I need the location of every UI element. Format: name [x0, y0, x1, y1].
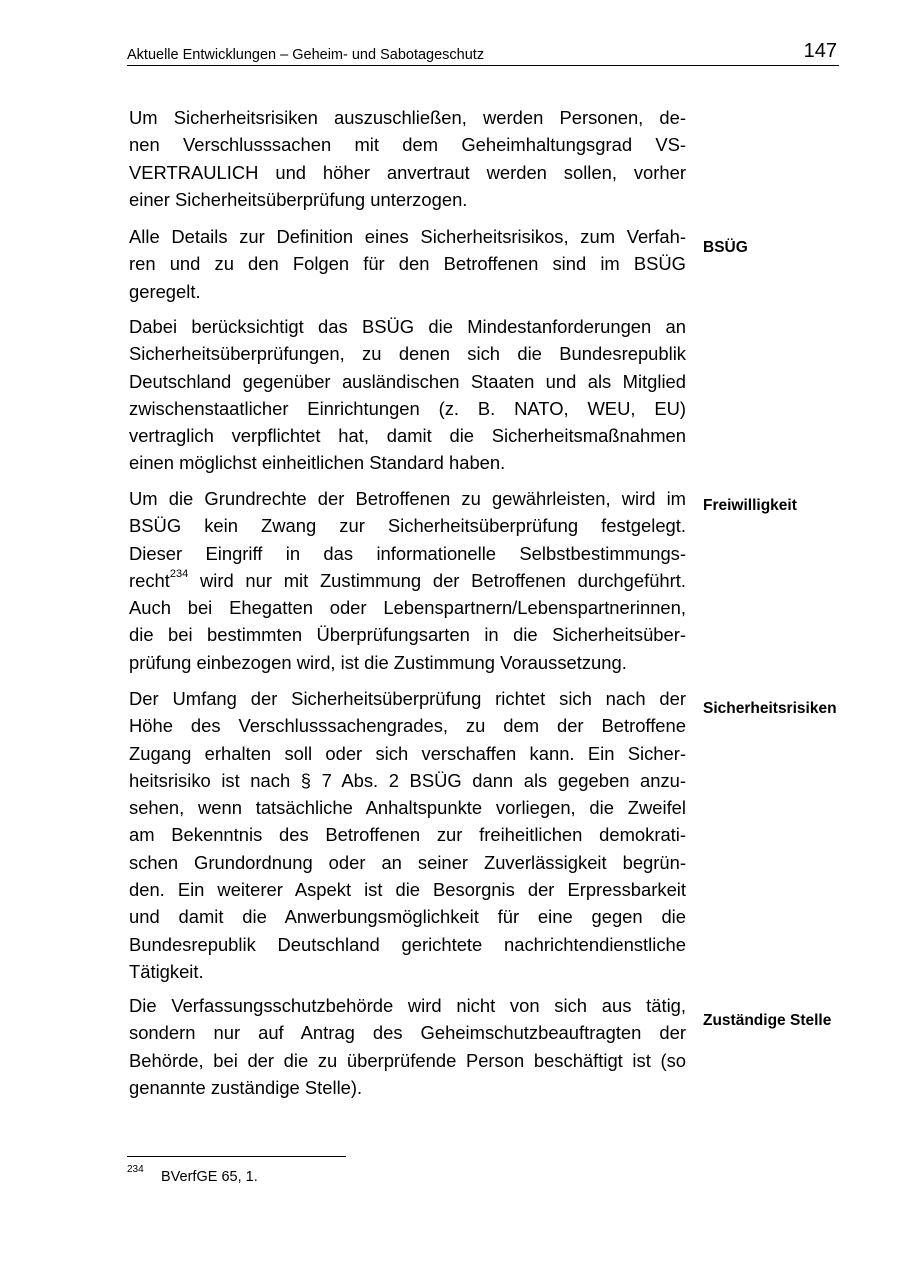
text-line: sondern nur auf Antrag des Geheimschutzbeauftragten der — [129, 1022, 686, 1044]
margin-note-zustaendige-stelle: Zuständige Stelle — [703, 1012, 832, 1029]
text-line: am Bekenntnis des Betroffenen zur freiheitlichen demokrati- — [129, 824, 686, 846]
text-line: einen möglichst einheitlichen Standard haben. — [129, 452, 506, 474]
text-fragment: wird nur mit Zustimmung der Betroffenen durchgeführt. — [188, 569, 686, 591]
margin-note-freiwilligkeit: Freiwilligkeit — [703, 497, 797, 514]
margin-note-bsuег: BSÜG — [703, 239, 748, 256]
text-line: geregelt. — [129, 280, 201, 302]
footnote-ref-link[interactable]: 234 — [169, 567, 189, 580]
text-line: ren und zu den Folgen für den Betroffenen sind im BSÜG — [129, 253, 686, 275]
text-line: sehen, wenn tatsächliche Anhaltspunkte vorliegen, die Zweifel — [129, 797, 686, 819]
paragraph-3 — [129, 313, 686, 477]
text-line: die bei bestimmten Überprüfungsarten in die Sicherheitsüber- — [129, 624, 686, 646]
paragraph-4 — [129, 485, 686, 676]
text-line: Tätigkeit. — [129, 960, 204, 982]
footnote-text: BVerfGE 65, 1. — [161, 1169, 258, 1185]
running-header — [127, 38, 839, 66]
text-line: Um die Grundrechte der Betroffenen zu gewährleisten, wird im — [129, 488, 686, 509]
text-line: Die Verfassungsschutzbehörde wird nicht von sich aus tätig, — [129, 995, 686, 1016]
text-line: nen Verschlusssachen mit dem Geheimhaltungsgrad VS- — [129, 134, 686, 156]
text-line: schen Grundordnung oder an seiner Zuverlässigkeit begrün- — [129, 851, 686, 873]
text-fragment: recht — [129, 569, 170, 591]
paragraph-5 — [129, 685, 686, 985]
text-line: Um Sicherheitsrisiken auszuschließen, werden Personen, de- — [129, 107, 686, 128]
paragraph-1 — [129, 104, 686, 213]
footnote-number: 234 — [127, 1164, 144, 1175]
text-line: VERTRAULICH und höher anvertraut werden sollen, vorher — [129, 161, 686, 183]
paragraph-2 — [129, 223, 686, 305]
text-line: zwischenstaatlicher Einrichtungen (z. B. NATO, WEU, EU) — [129, 397, 686, 419]
text-line: einer Sicherheitsüberprüfung unterzogen. — [129, 188, 468, 210]
margin-note-sicherheitsrisiken: Sicherheitsrisiken — [703, 700, 837, 717]
paragraph-6 — [129, 992, 686, 1101]
text-line: Behörde, bei der die zu überprüfende Person beschäftigt ist (so — [129, 1049, 686, 1071]
footnote-divider — [127, 1156, 346, 1157]
text-line: Auch bei Ehegatten oder Lebenspartnern/Lebenspartnerinnen, — [129, 597, 686, 619]
text-line: heitsrisiko ist nach § 7 Abs. 2 BSÜG dann als gegeben anzu- — [129, 769, 686, 791]
text-line: Alle Details zur Definition eines Sicherheitsrisikos, zum Verfah- — [129, 226, 686, 247]
text-line: vertraglich verpflichtet hat, damit die Sicherheitsmaßnahmen — [129, 425, 686, 447]
text-line: prüfung einbezogen wird, ist die Zustimmung Voraussetzung. — [129, 651, 627, 673]
text-line: BSÜG kein Zwang zur Sicherheitsüberprüfung festgelegt. — [129, 515, 686, 537]
text-line: Deutschland gegenüber ausländischen Staaten und als Mitglied — [129, 370, 686, 392]
text-line: den. Ein weiterer Aspekt ist die Besorgnis der Erpressbarkeit — [129, 879, 686, 901]
text-line: Höhe des Verschlusssachengrades, zu dem der Betroffene — [129, 715, 686, 737]
text-line: genannte zuständige Stelle). — [129, 1076, 363, 1098]
text-line: Dabei berücksichtigt das BSÜG die Mindestanforderungen an — [129, 316, 686, 337]
text-line: Sicherheitsüberprüfungen, zu denen sich die Bundesrepublik — [129, 343, 686, 365]
text-line-with-footnote — [129, 567, 686, 594]
text-line: Zugang erhalten soll oder sich verschaffen kann. Ein Sicher- — [129, 742, 686, 764]
text-line: Bundesrepublik Deutschland gerichtete nachrichtendienstliche — [129, 933, 686, 955]
text-line: Der Umfang der Sicherheitsüberprüfung richtet sich nach der — [129, 688, 686, 709]
text-line: Dieser Eingriff in das informationelle Selbstbestimmungs- — [129, 542, 686, 564]
page-number: 147 — [803, 40, 837, 62]
header-title: Aktuelle Entwicklungen – Geheim- und Sabotageschutz — [127, 47, 485, 63]
text-line: und damit die Anwerbungsmöglichkeit für eine gegen die — [129, 906, 686, 928]
